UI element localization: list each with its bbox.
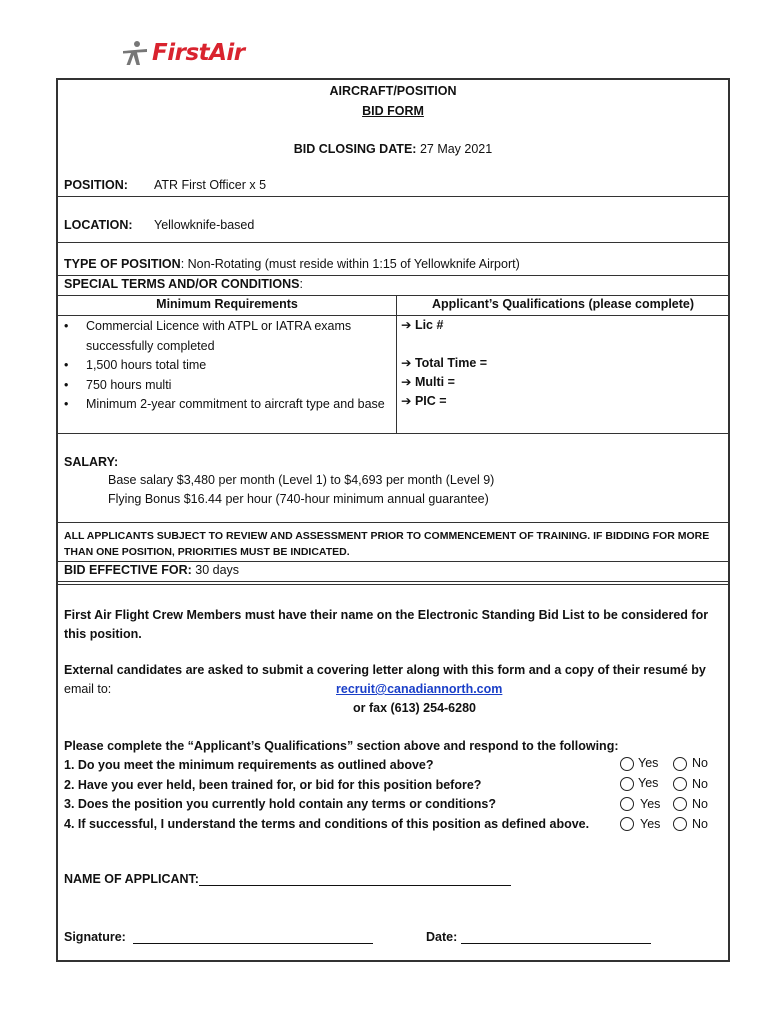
- q4-yes-label: Yes: [640, 817, 661, 831]
- list-item: • Minimum 2-year commitment to aircraft type and base: [58, 395, 390, 415]
- salary-label: SALARY:: [64, 455, 119, 469]
- special-terms-label: SPECIAL TERMS AND/OR CONDITIONS:: [64, 277, 303, 291]
- form-subtitle: BID FORM: [362, 104, 424, 118]
- list-item: • Commercial Licence with ATPL or IATRA exams successfully completed: [58, 317, 390, 356]
- q3-no-label: No: [692, 797, 708, 811]
- signature-row: [64, 930, 373, 944]
- applicant-name-label: NAME OF APPLICANT:: [64, 872, 199, 886]
- multi-field[interactable]: ➔ Multi =: [401, 375, 455, 389]
- question-3: 3. Does the position you currently hold contain any terms or conditions?: [64, 797, 496, 811]
- q4-yes-radio[interactable]: [620, 817, 634, 831]
- q2-yes-label: Yes: [638, 776, 659, 790]
- bid-effective: BID EFFECTIVE FOR: 30 days: [64, 563, 240, 577]
- q3-no-radio[interactable]: [673, 797, 687, 811]
- salary-bonus: Flying Bonus $16.44 per hour (740-hour minimum annual guarantee): [108, 492, 489, 506]
- airline-figure-icon: [122, 40, 148, 66]
- questions-intro: Please complete the “Applicant’s Qualifications” section above and respond to the following:: [64, 739, 619, 753]
- pic-field[interactable]: ➔ PIC =: [401, 394, 447, 408]
- q1-no-label: No: [692, 756, 708, 770]
- col-applicant-qualifications: Applicant’s Qualifications (please complete): [431, 297, 695, 311]
- q3-yes-radio[interactable]: [620, 797, 634, 811]
- requirements-list: [58, 317, 390, 415]
- applicant-name-field[interactable]: [199, 873, 511, 886]
- q1-yes-radio[interactable]: [620, 757, 634, 771]
- q4-no-label: No: [692, 817, 708, 831]
- list-item: • 750 hours multi: [58, 376, 390, 396]
- position-label: POSITION:: [64, 178, 128, 192]
- email-link[interactable]: recruit@canadiannorth.com: [336, 682, 503, 696]
- q1-no-radio[interactable]: [673, 757, 687, 771]
- q4-no-radio[interactable]: [673, 817, 687, 831]
- q2-no-label: No: [692, 777, 708, 791]
- question-1: 1. Do you meet the minimum requirements as outlined above?: [64, 758, 434, 772]
- date-field[interactable]: [461, 931, 651, 944]
- position-value: ATR First Officer x 5: [154, 178, 267, 192]
- closing-date: BID CLOSING DATE: 27 May 2021: [293, 142, 493, 156]
- signature-field[interactable]: [133, 931, 373, 944]
- date-row: [426, 930, 651, 944]
- salary-base: Base salary $3,480 per month (Level 1) to $4,693 per month (Level 9): [108, 473, 495, 487]
- location-value: Yellowknife-based: [154, 218, 255, 232]
- type-of-position: TYPE OF POSITION: Non-Rotating (must reside within 1:15 of Yellowknife Airport): [64, 257, 520, 271]
- q3-yes-label: Yes: [640, 797, 661, 811]
- location-label: LOCATION:: [64, 218, 133, 232]
- question-2: 2. Have you ever held, been trained for, or bid for this position before?: [64, 778, 482, 792]
- question-4: 4. If successful, I understand the terms and conditions of this position as defined above.: [64, 817, 590, 831]
- email-label: email to:: [64, 682, 112, 696]
- list-item: • 1,500 hours total time: [58, 356, 390, 376]
- q2-no-radio[interactable]: [673, 777, 687, 791]
- bid-form: [56, 78, 730, 962]
- col-min-requirements: Minimum Requirements: [156, 297, 298, 311]
- external-note: External candidates are asked to submit a covering letter along with this form and a copy of their resumé by: [64, 663, 706, 677]
- crew-note: First Air Flight Crew Members must have their name on the Electronic Standing Bid List to be considered for this position.: [64, 608, 709, 641]
- q1-yes-label: Yes: [638, 756, 659, 770]
- total-time-field[interactable]: ➔ Total Time =: [401, 356, 488, 370]
- fax-number: or fax (613) 254-6280: [353, 701, 476, 715]
- q2-yes-radio[interactable]: [620, 777, 634, 791]
- assessment-notice: ALL APPLICANTS SUBJECT TO REVIEW AND ASSESSMENT PRIOR TO COMMENCEMENT OF TRAINING. IF BIDDING FOR MORE THAN ONE POSITION, PRIORITIES MUST BE INDICATED.: [64, 530, 710, 558]
- signature-label: Signature:: [64, 930, 126, 944]
- first-air-logo: [122, 38, 245, 68]
- form-title: AIRCRAFT/POSITION: [329, 84, 457, 98]
- logo-wordmark: FirstAir: [152, 40, 245, 66]
- date-label: Date:: [426, 930, 458, 944]
- applicant-name-row: [64, 872, 511, 886]
- licence-field[interactable]: ➔ Lic #: [401, 318, 444, 332]
